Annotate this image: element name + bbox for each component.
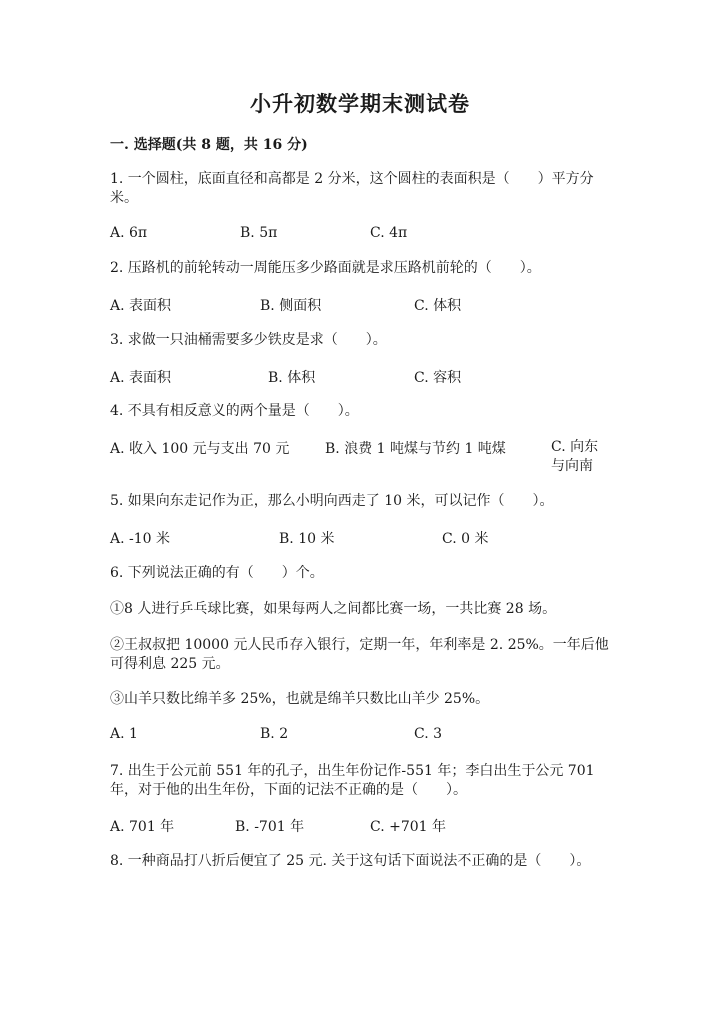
question-2-option-a: A. 表面积: [110, 298, 172, 314]
question-6-option-b: B. 2: [260, 726, 289, 742]
question-3-option-a: A. 表面积: [110, 370, 172, 386]
question-7-option-c: C. +701 年: [370, 819, 447, 835]
question-2-option-c: C. 体积: [414, 298, 462, 314]
question-7-text: 7. 出生于公元前 551 年的孔子，出生年份记作-551 年；李白出生于公元 701 年，对于他的出生年份，下面的记法不正确的是（ ）。: [110, 763, 595, 798]
section-heading: 一. 选择题(共 8 题，共 16 分): [110, 137, 308, 153]
question-7-option-a: A. 701 年: [110, 819, 175, 835]
question-6-statement-2: ②王叔叔把 10000 元人民币存入银行，定期一年，年利率是 2. 25%。一年后他可得利息 225 元。: [110, 637, 609, 672]
question-6-option-a: A. 1: [110, 726, 138, 742]
question-4-option-a: A. 收入 100 元与支出 70 元: [110, 441, 290, 457]
question-6-statement-1: ①8 人进行乒乓球比赛，如果每两人之间都比赛一场，一共比赛 28 场。: [110, 601, 557, 617]
question-5-option-b: B. 10 米: [279, 531, 335, 547]
question-1-option-b: B. 5π: [240, 225, 278, 241]
question-4-option-b: B. 浪费 1 吨煤与节约 1 吨煤: [325, 441, 506, 457]
question-4-text: 4. 不具有相反意义的两个量是（ ）。: [110, 403, 359, 419]
question-4-option-c: C. 向东与向南: [551, 439, 599, 474]
question-1-option-a: A. 6π: [110, 225, 148, 241]
question-5-option-c: C. 0 米: [442, 531, 489, 547]
question-6-text: 6. 下列说法正确的有（ ）个。: [110, 565, 324, 581]
question-2-text: 2. 压路机的前轮转动一周能压多少路面就是求压路机前轮的（ ）。: [110, 260, 541, 276]
question-1-text: 1. 一个圆柱，底面直径和高都是 2 分米，这个圆柱的表面积是（ ）平方分米。: [110, 171, 594, 206]
question-7-option-b: B. -701 年: [235, 819, 305, 835]
question-3-option-b: B. 体积: [268, 370, 316, 386]
question-8-text: 8. 一种商品打八折后便宜了 25 元. 关于这句话下面说法不正确的是（ ）。: [110, 853, 591, 869]
question-2-option-b: B. 侧面积: [260, 298, 322, 314]
question-6-option-c: C. 3: [414, 726, 443, 742]
question-5-text: 5. 如果向东走记作为正，那么小明向西走了 10 米，可以记作（ ）。: [110, 493, 554, 509]
question-3-text: 3. 求做一只油桶需要多少铁皮是求（ ）。: [110, 332, 387, 348]
question-3-option-c: C. 容积: [414, 370, 462, 386]
page-title: 小升初数学期末测试卷: [250, 91, 470, 116]
question-5-option-a: A. -10 米: [110, 531, 171, 547]
question-1-option-c: C. 4π: [370, 225, 408, 241]
question-6-statement-3: ③山羊只数比绵羊多 25%，也就是绵羊只数比山羊少 25%。: [110, 691, 490, 707]
